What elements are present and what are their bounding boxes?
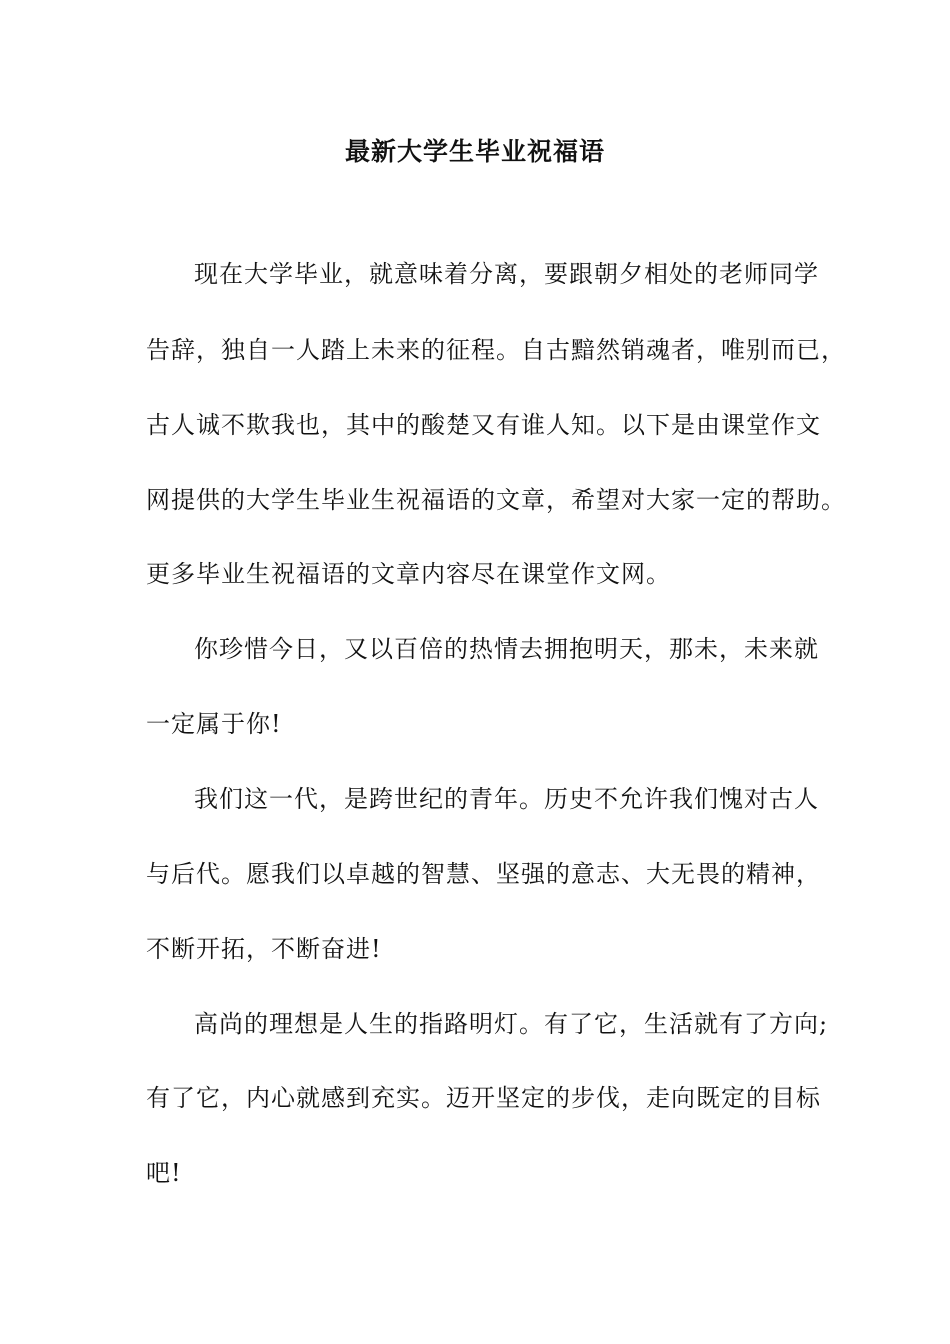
paragraph-3-line-3: 不断开拓，不断奋进! [146, 935, 382, 963]
paragraph-4-line-3: 吧! [146, 1159, 182, 1187]
paragraph-4-line-1: 高尚的理想是人生的指路明灯。有了它，生活就有了方向; [194, 1010, 829, 1038]
paragraph-3-line-1: 我们这一代，是跨世纪的青年。历史不允许我们愧对古人 [194, 785, 819, 813]
paragraph-1-line-2: 告辞，独自一人踏上未来的征程。自古黯然销魂者，唯别而已， [146, 336, 846, 364]
paragraph-1-line-1: 现在大学毕业，就意味着分离，要跟朝夕相处的老师同学 [194, 260, 819, 288]
paragraph-2-line-1: 你珍惜今日，又以百倍的热情去拥抱明天，那未，未来就 [194, 635, 819, 663]
paragraph-1-line-4: 网提供的大学生毕业生祝福语的文章，希望对大家一定的帮助。 [146, 486, 846, 514]
paragraph-4-line-2: 有了它，内心就感到充实。迈开坚定的步伐，走向既定的目标 [146, 1084, 821, 1112]
paragraph-1-line-5: 更多毕业生祝福语的文章内容尽在课堂作文网。 [146, 560, 671, 588]
paragraph-1-line-3: 古人诚不欺我也，其中的酸楚又有谁人知。以下是由课堂作文 [146, 411, 821, 439]
paragraph-3-line-2: 与后代。愿我们以卓越的智慧、坚强的意志、大无畏的精神， [146, 860, 821, 888]
paragraph-2-line-2: 一定属于你! [146, 710, 282, 738]
document-title: 最新大学生毕业祝福语 [344, 137, 605, 166]
